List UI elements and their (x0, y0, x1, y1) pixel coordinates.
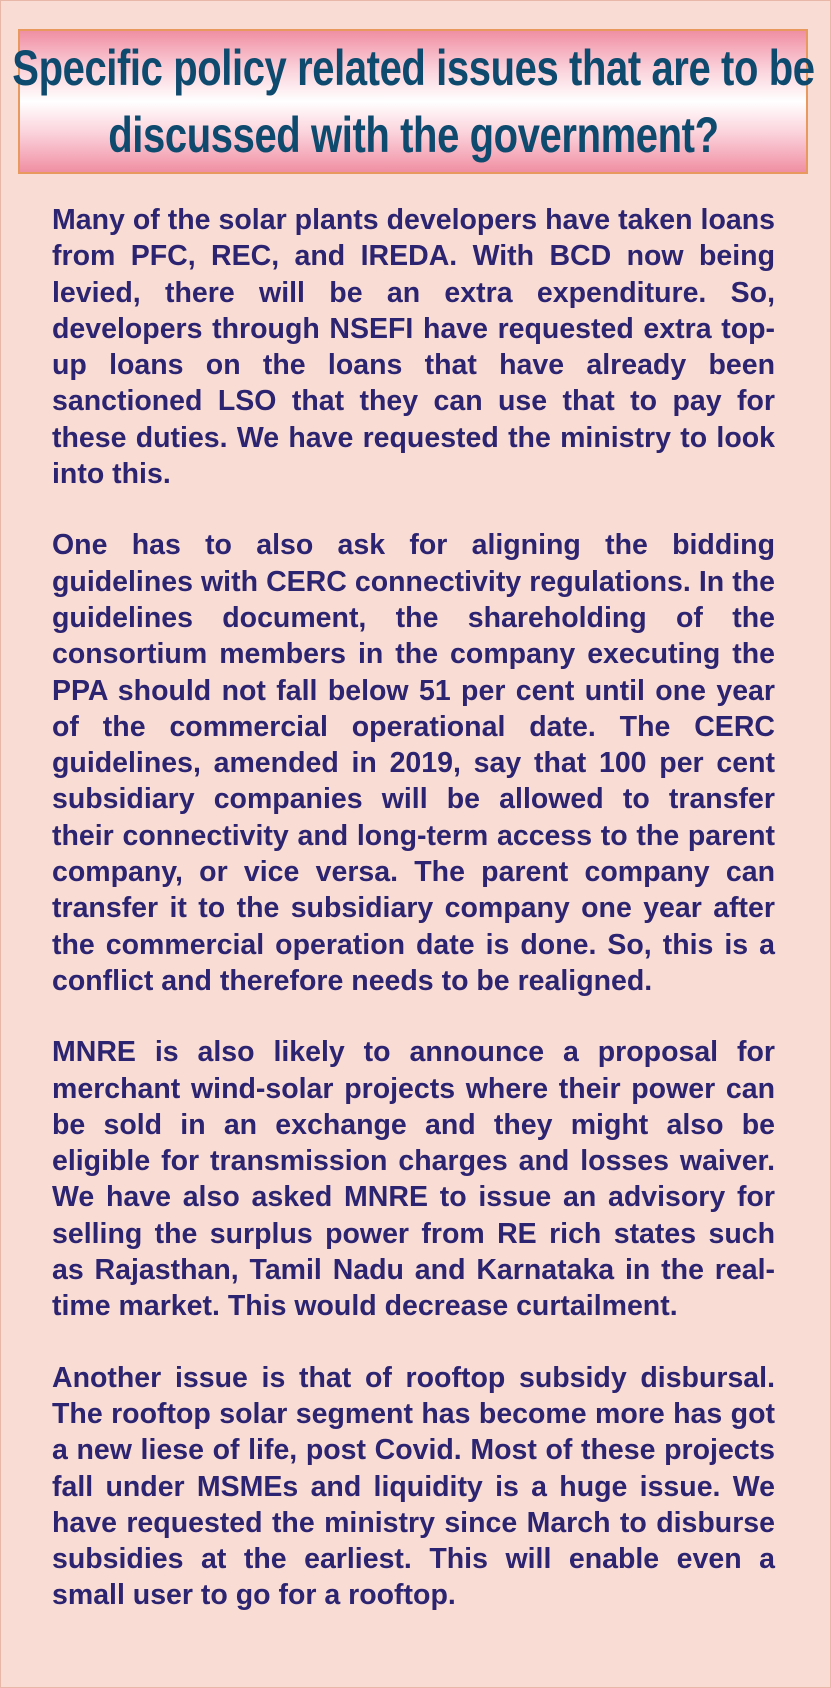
article-body (52, 202, 775, 1649)
paragraph-rooftop-subsidy: Another issue is that of rooftop subsidy disbursal. The rooftop solar segment has become more has got a new liese of life, post Covid. Most of these projects fall under MSMEs and liquidity is a huge issue. We have requested the ministry since March to disburse subsidies at the earliest. This will enable even a small user to go for a rooftop. (52, 1361, 775, 1612)
title-line-1: Specific policy related issues that are to be (11, 39, 815, 96)
page-title (12, 35, 814, 169)
paragraph-merchant-projects: MNRE is also likely to announce a proposal for merchant wind-solar projects where their power can be sold in an exchange and they might also be eligible for transmission charges and losses waiver. We have also asked MNRE to issue an advisory for selling the surplus power from RE rich states such as Rajasthan, Tamil Nadu and Karnataka in the real-time market. This would decrease curtailment. (52, 1036, 775, 1323)
paragraph-loans: Many of the solar plants developers have taken loans from PFC, REC, and IREDA. With BCD now being levied, there will be an extra expenditure. So, developers through NSEFI have requested extra top-up loans on the loans that have already been sanctioned LSO that they can use that to pay for these duties. We have requested the ministry to look into this. (52, 204, 775, 491)
paragraph-bidding-guidelines: One has to also ask for aligning the bidding guidelines with CERC connectivity regulations. In the guidelines document, the shareholding of the consortium members in the company executing the PPA should not fall below 51 per cent until one year of the commercial operational date. The CERC guidelines, amended in 2019, say that 100 per cent subsidiary companies will be allowed to transfer their connectivity and long-term access to the parent company, or vice versa. The parent company can transfer it to the subsidiary company one year after the commercial operation date is done. So, this is a conflict and therefore needs to be realigned. (52, 529, 775, 997)
title-banner (11, 29, 815, 174)
title-line-2: discussed with the government? (107, 106, 719, 163)
